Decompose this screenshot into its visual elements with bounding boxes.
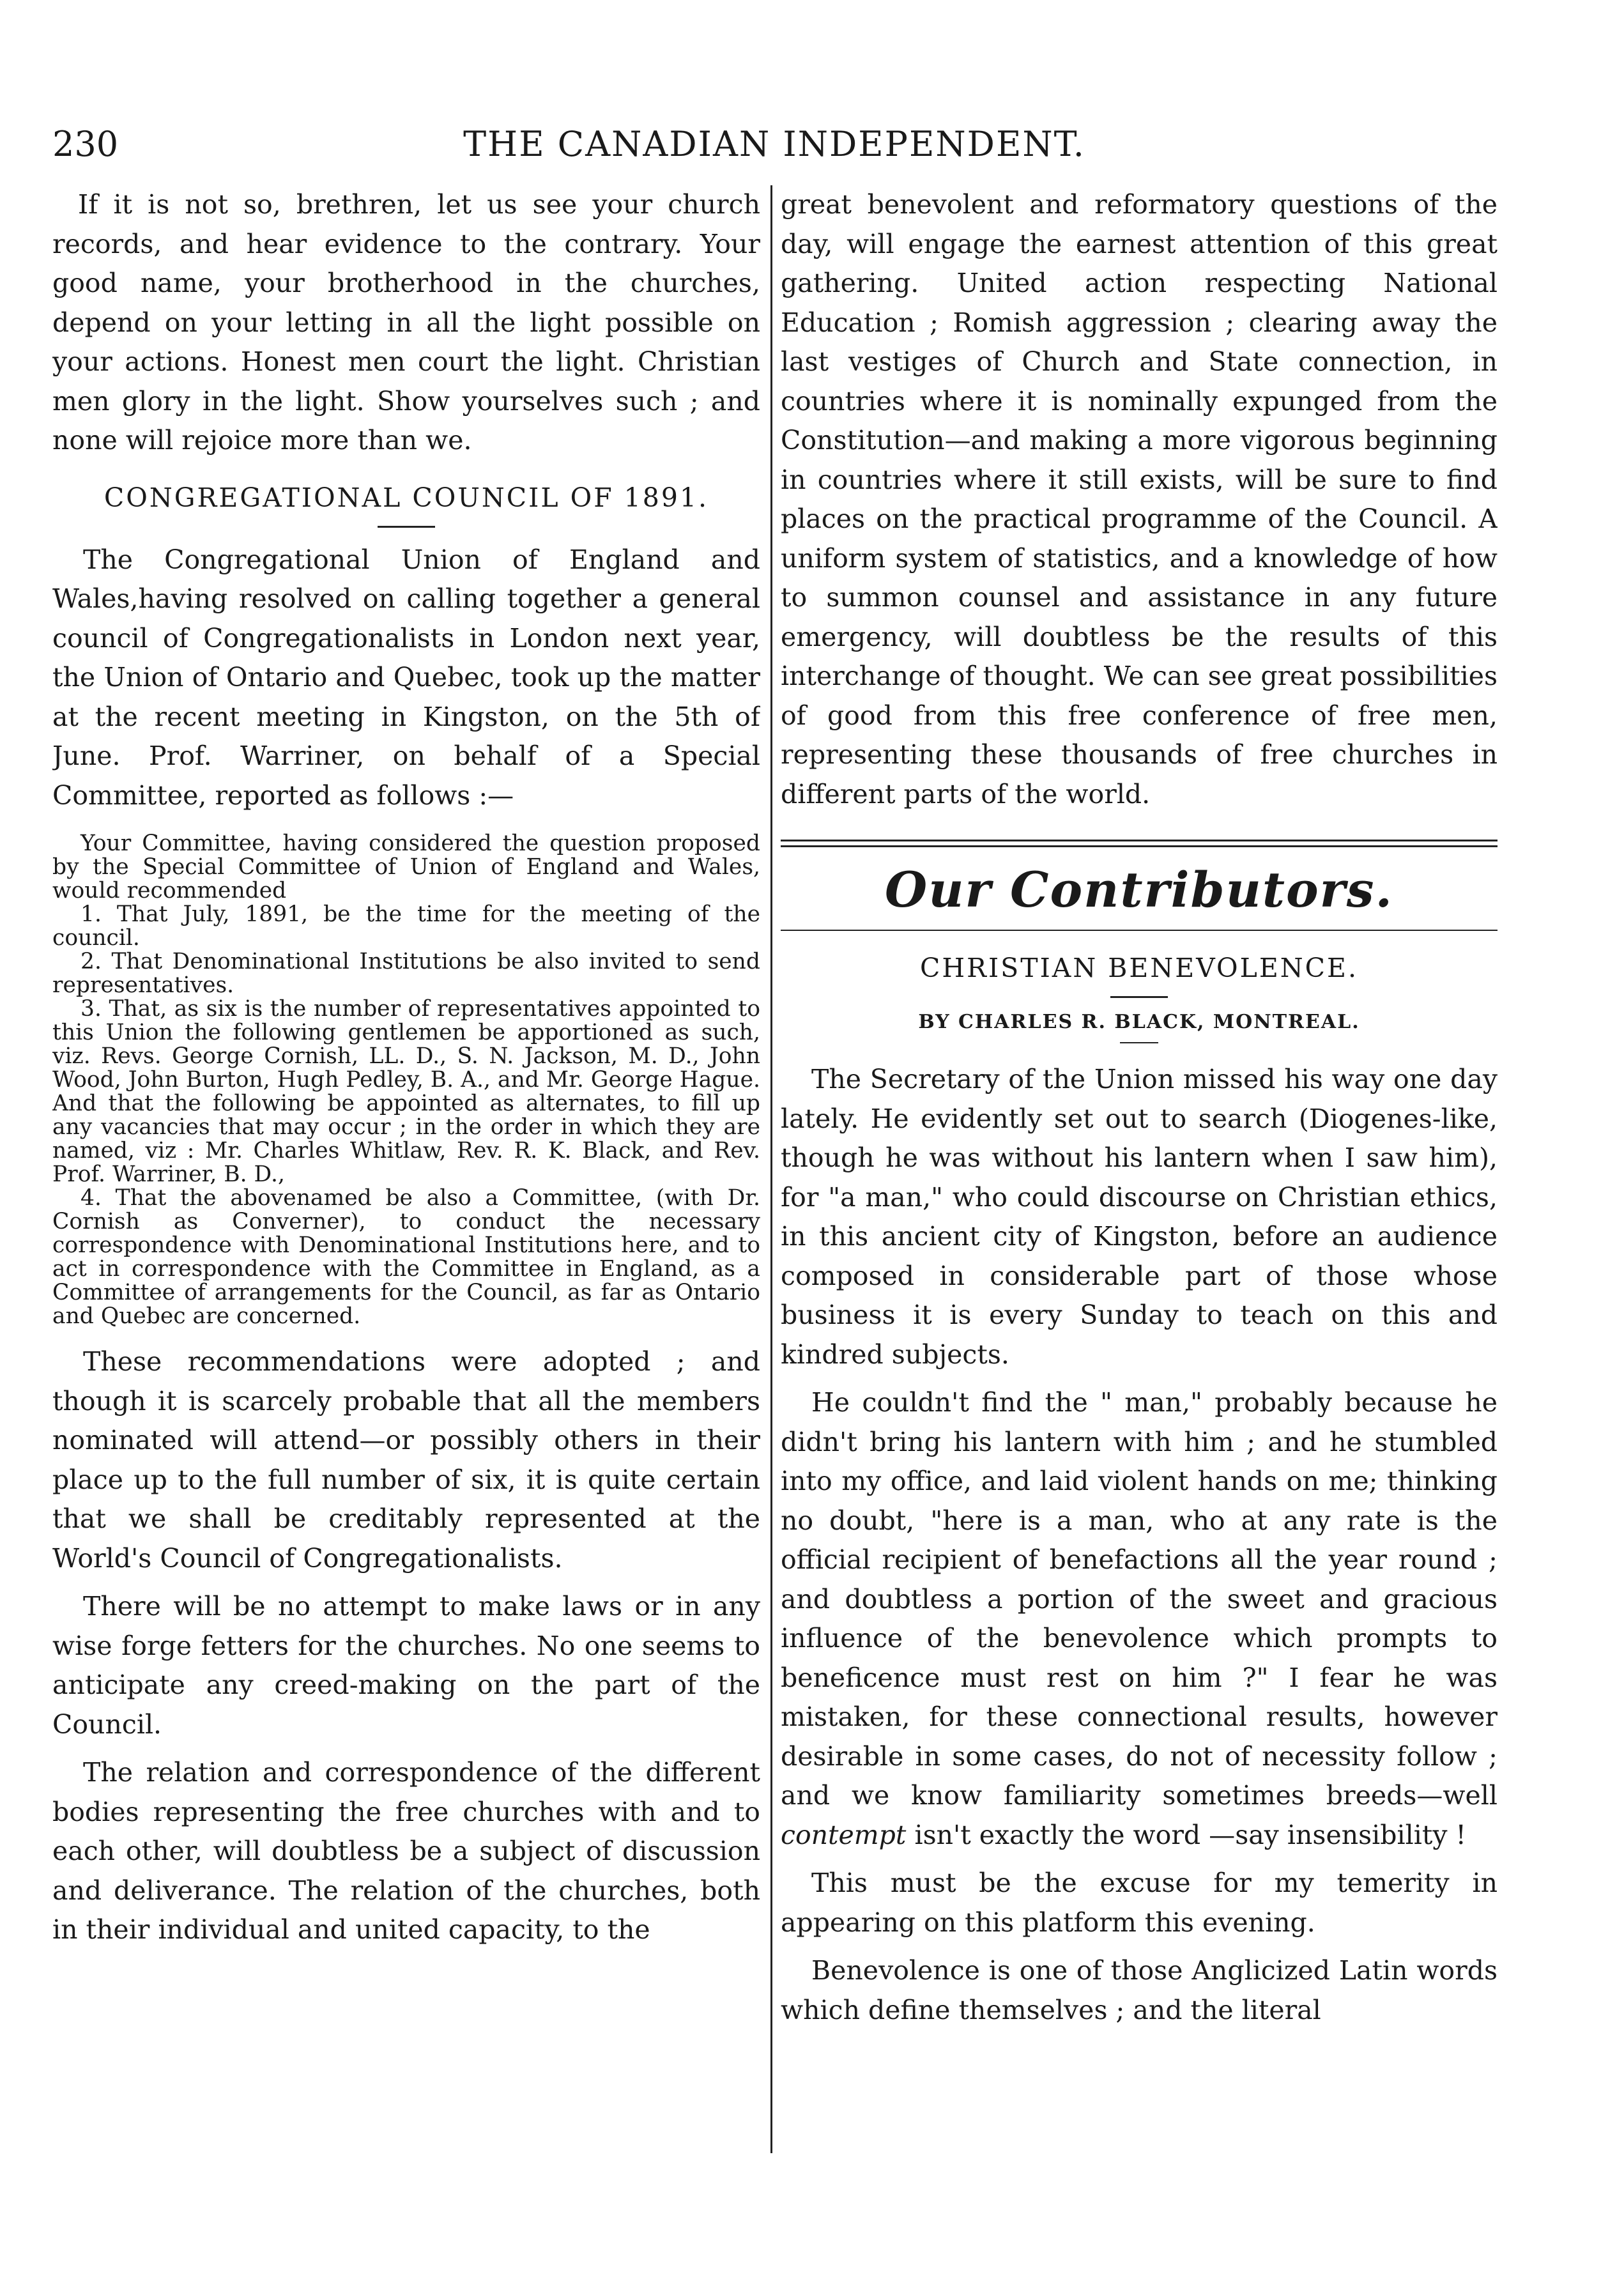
committee-report (52, 832, 760, 1328)
council-paragraph-3: There will be no attempt to make laws or in any wise forge fetters for the churches. No one seems to anticipate any creed-making on the part of the Council. (52, 1591, 760, 1740)
left-column (52, 185, 760, 2166)
council-paragraph-1: The Congregational Union of England and Wales,having resolved on calling together a general council of Congregationalists in London next year, the Union of Ontario and Quebec, took up the matter at the recent meeting in Kingston, on the 5th of June. Prof. Warriner, on behalf of a Special Committee, reported as follows :— (52, 544, 760, 811)
emphasis-contempt: contempt (781, 1819, 907, 1850)
council-paragraph-4: The relation and correspondence of the different bodies representing the free churches with and to each other, will doubtless be a subject of discussion and deliverance. The relation of the churches, both in their individual and united capacity, to the (52, 1757, 760, 1945)
section-rule-bottom (781, 930, 1498, 931)
running-title: THE CANADIAN INDEPENDENT. (463, 124, 1085, 164)
section-title: Our Contributors. (885, 861, 1393, 918)
article-title-rule (1110, 996, 1168, 998)
council-heading: CONGREGATIONAL COUNCIL OF 1891. (103, 482, 709, 513)
report-line-3: 3. That, as six is the number of representatives appointed to this Union the following gentlemen be apportioned as such, viz. Revs. George Cornish, LL. D., S. N. Jackson, M. D., John Wood, John Burton, Hugh Pedley, B. A., and Mr. George Hague. And that the following be appointed as alternates, to fill up any vacancies that may occur ; in the order in which they are named, viz : Mr. Charles Whitlaw, Rev. R. K. Black, and Rev. Prof. Warriner, B. D., (52, 996, 760, 1187)
article-paragraph-1: The Secretary of the Union missed his way one day lately. He evidently set out to search (Diogenes-like, though he was without his lantern when I saw him), for "a man," who could discourse on Christian ethics, in this ancient city of Kingston, before an audience composed in considerable part of those whose business it is every Sunday to teach on this and kindred subjects. (781, 1064, 1498, 1370)
article-paragraph-4: Benevolence is one of those Anglicized Latin words which define themselves ; and the literal (781, 1955, 1498, 2025)
section-rule-top-2 (781, 845, 1498, 847)
page-header (52, 116, 1496, 173)
article-paragraph-3: This must be the excuse for my temerity in appearing on this platform this evening. (781, 1868, 1498, 1938)
council-continuation: great benevolent and reformatory questions of the day, will engage the earnest attention of this great gathering. United action respecting National Education ; Romish aggression ; clearing away the last vestiges of Church and State connection, in countries where it is nominally expunged from the Constitution—and making a more vigorous beginning in countries where it still exists, will be sure to find places on the practical programme of the Council. A uniform system of statistics, and a knowledge of how to summon counsel and assistance in any future emergency, will doubtless be the results of this interchange of thought. We can see great possibilities of good from this free conference of free men, representing these thousands of free churches in different parts of the world. (781, 189, 1498, 810)
paragraph-2-text-a: He couldn't find the " man," probably because he didn't bring his lantern with him ; and he stumbled into my office, and laid violent hands on me; thinking no doubt, "here is a man, who at any rate is the official recipient of benefactions all the year round ; and doubtless a portion of the sweet and gracious influence of the benevolence which prompts to beneficence must rest on him ?" I fear he was mistaken, for these connectional results, however desirable in some cases, do not of necessity follow ; and we know familiarity sometimes breeds—well (781, 1387, 1498, 1811)
report-line-0: Your Committee, having considered the question proposed by the Special Committee of Union of England and Wales, would recommended (52, 831, 760, 903)
right-column (781, 185, 1498, 2166)
page-number: 230 (52, 124, 119, 164)
article-title: CHRISTIAN BENEVOLENCE. (919, 953, 1359, 983)
report-line-1: 1. That July, 1891, be the time for the meeting of the council. (52, 902, 760, 951)
article-paragraph-2 (781, 1383, 1498, 1855)
report-line-4: 4. That the abovenamed be also a Committee, (with Dr. Cornish as Converner), to conduct the necessary correspondence with Denominational Institutions here, and to act in correspondence with the Committee in England, as a Committee of arrangements for the Council, as far as Ontario and Quebec are concerned. (52, 1185, 760, 1329)
article-byline: BY CHARLES R. BLACK, MONTREAL. (918, 1011, 1360, 1033)
paragraph-2-text-b: isn't exactly the word —say insensibility ! (914, 1819, 1466, 1850)
intro-paragraph: If it is not so, brethren, let us see your church records, and hear evidence to the contrary. Your good name, your brotherhood in the churches, depend on your letting in all the light possible on your actions. Honest men court the light. Christian men glory in the light. Show yourselves such ; and none will rejoice more than we. (52, 189, 760, 456)
council-paragraph-2: These recommendations were adopted ; and though it is scarcely probable that all the members nominated will attend—or possibly others in their place up to the full number of six, it is quite certain that we shall be creditably represented at the World's Council of Congregationalists. (52, 1346, 760, 1574)
column-divider (770, 185, 772, 2153)
report-line-2: 2. That Denominational Institutions be also invited to send representatives. (52, 949, 760, 998)
